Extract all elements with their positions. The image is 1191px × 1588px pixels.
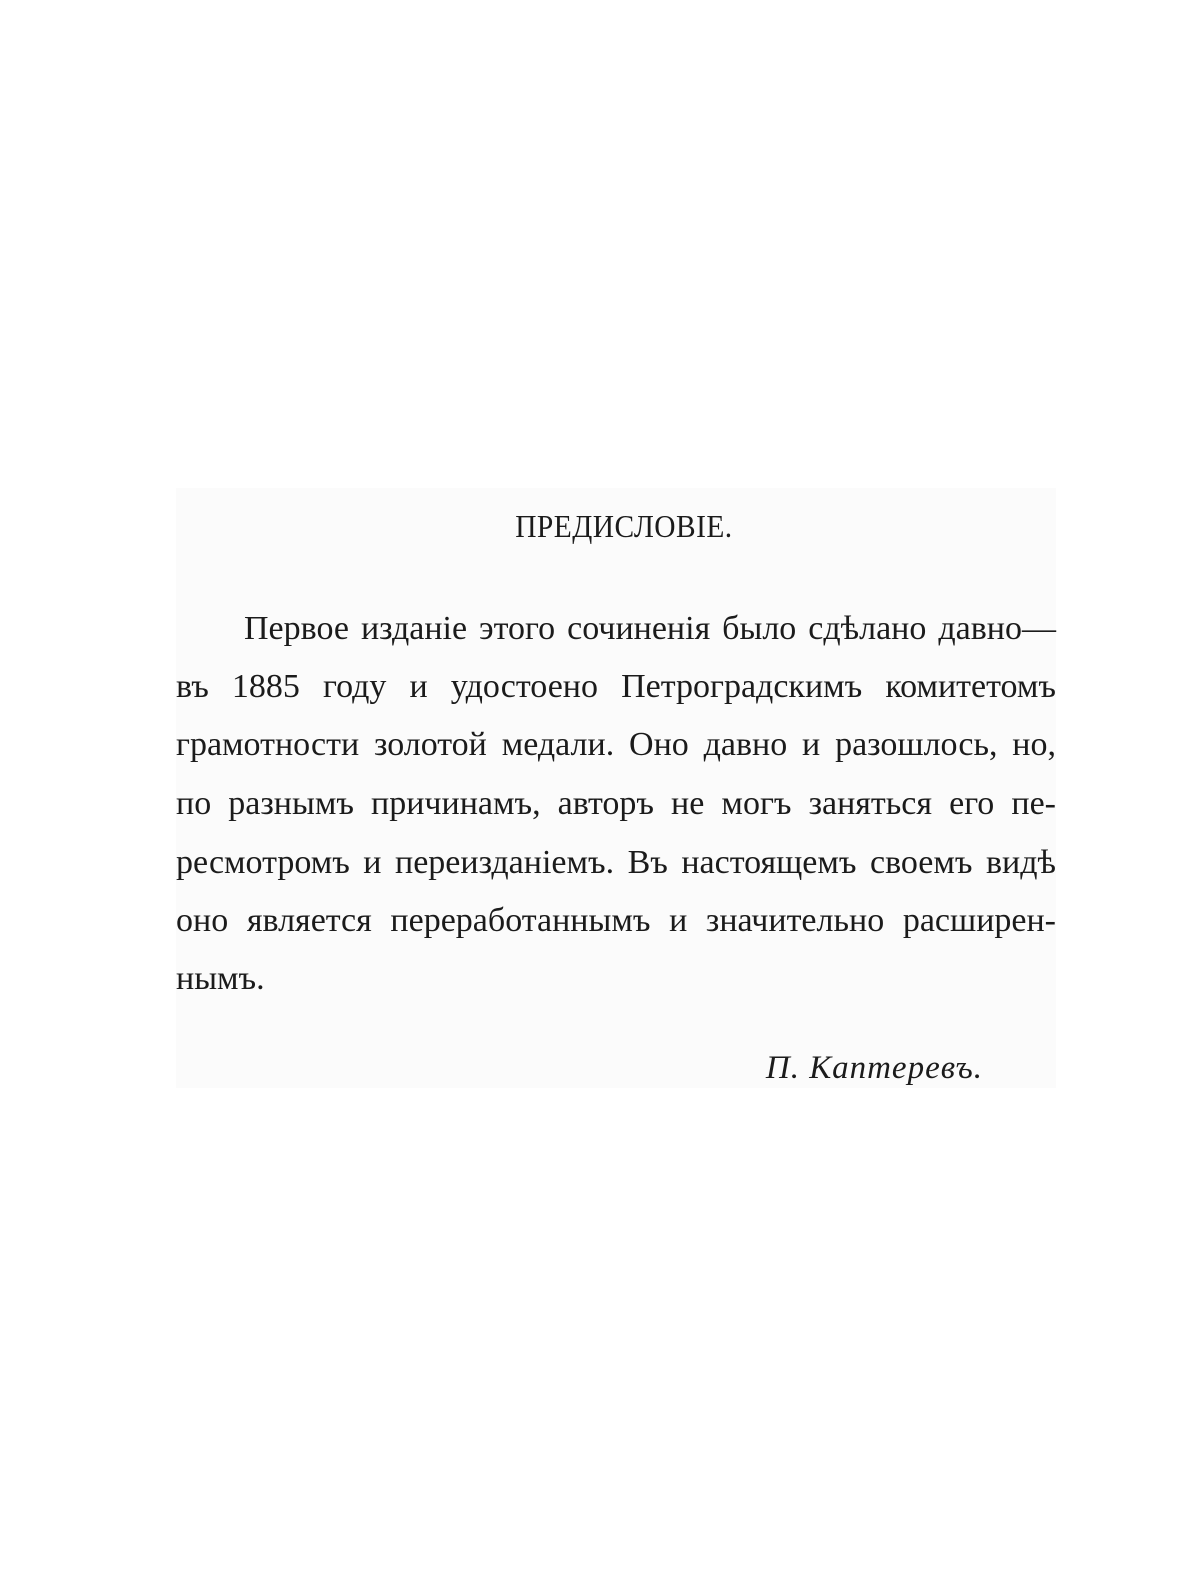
author-signature: П. Каптеревъ. bbox=[765, 1050, 983, 1086]
paragraph-line-1: Первое изданіе этого сочиненія было сдѣлано давно— bbox=[244, 610, 1056, 647]
preface-title: ПРЕДИСЛОВІЕ. bbox=[515, 508, 733, 544]
paragraph-line-6: оно является переработаннымъ и значительно расширен- bbox=[176, 902, 1056, 939]
paragraph-line-4: по разнымъ причинамъ, авторъ не могъ заняться его пе- bbox=[176, 785, 1056, 822]
paragraph-line-3: грамотности золотой медали. Оно давно и разошлось, но, bbox=[176, 726, 1056, 763]
paragraph-line-2: въ 1885 году и удостоено Петроградскимъ комитетомъ bbox=[176, 668, 1056, 705]
paragraph-line-5: ресмотромъ и переизданіемъ. Въ настоящемъ своемъ видѣ bbox=[176, 844, 1056, 881]
paragraph-line-7: нымъ. bbox=[176, 960, 265, 997]
